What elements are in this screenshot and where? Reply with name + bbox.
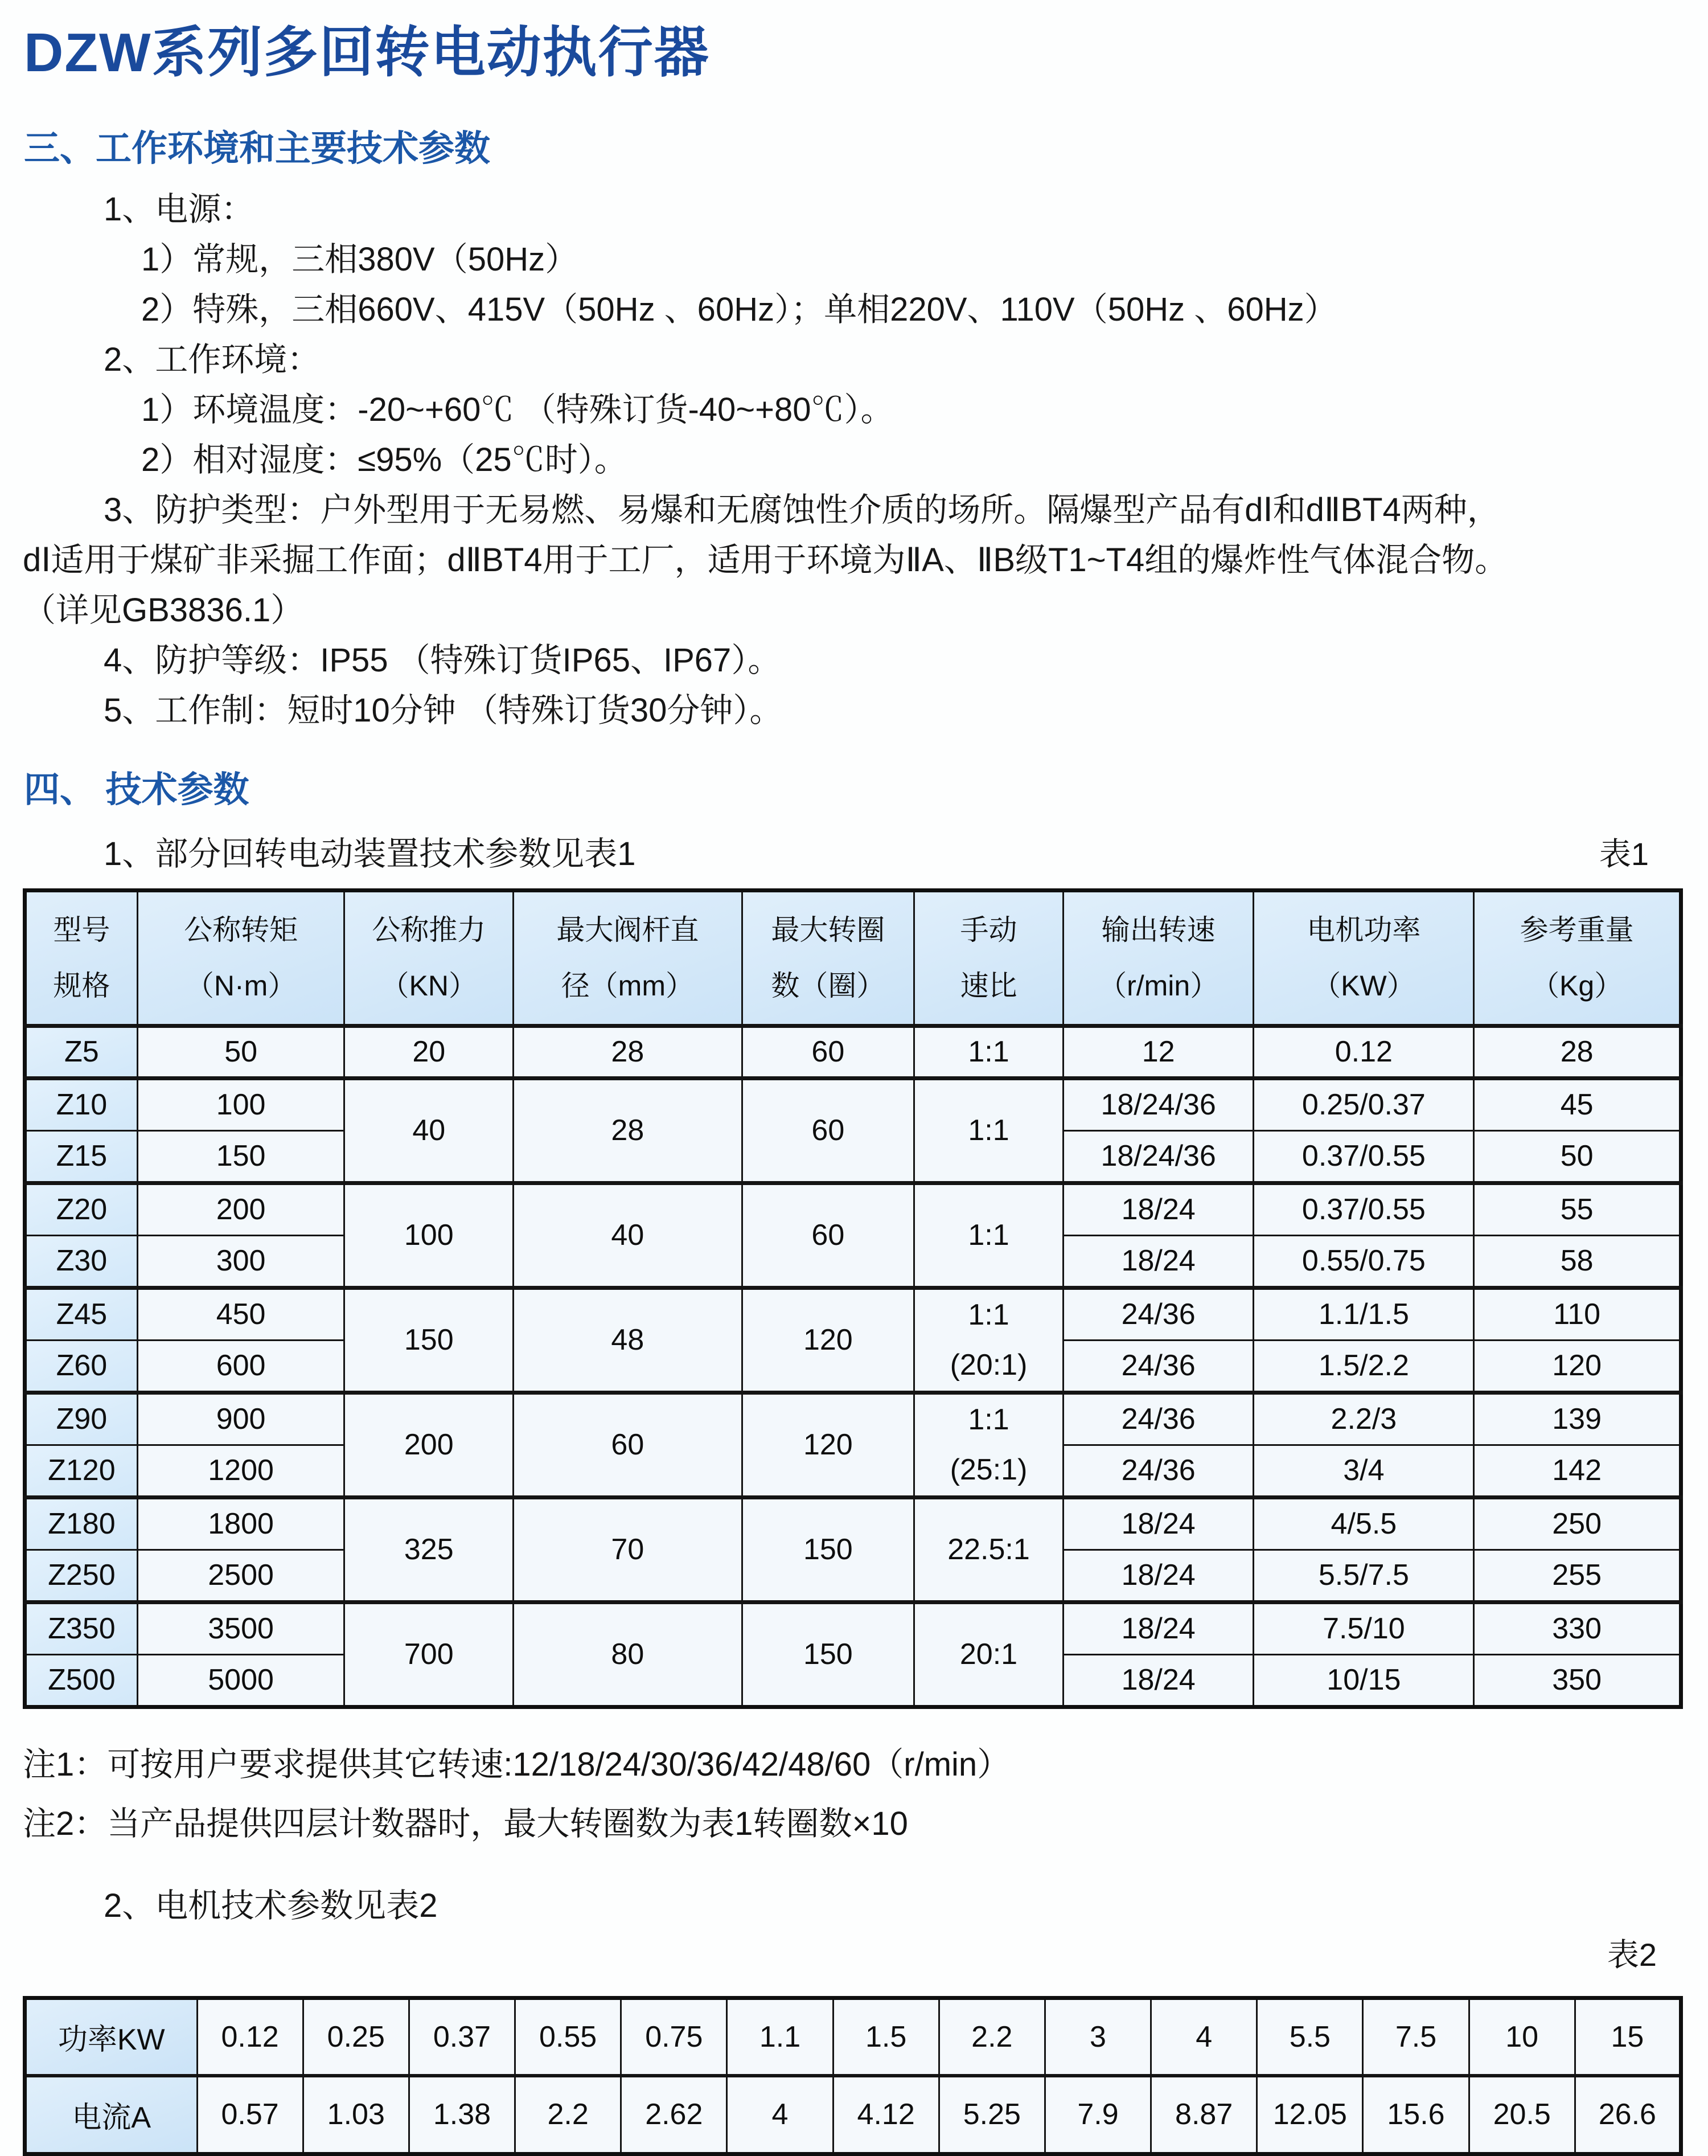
data-cell: 120 bbox=[742, 1288, 914, 1392]
data-cell: 100 bbox=[344, 1183, 514, 1288]
row-header-cell: Z250 bbox=[25, 1550, 138, 1602]
data-cell: 50 bbox=[137, 1026, 344, 1078]
data-cell: 0.37/0.55 bbox=[1254, 1183, 1474, 1235]
table1-technical-parameters bbox=[23, 888, 1683, 1709]
data-cell: 45 bbox=[1474, 1078, 1681, 1130]
body-line: 1）常规，三相380V（50Hz） bbox=[141, 240, 578, 278]
data-cell: 28 bbox=[514, 1078, 742, 1183]
data-cell: 24/36 bbox=[1063, 1340, 1254, 1392]
data-cell: 110 bbox=[1474, 1288, 1681, 1340]
table2-caption: 2、电机技术参数见表2 bbox=[104, 1887, 438, 1924]
data-cell: 100 bbox=[137, 1078, 344, 1130]
data-cell: 1:1 bbox=[914, 1078, 1064, 1183]
data-cell: 22.5:1 bbox=[914, 1497, 1064, 1602]
data-cell: 0.12 bbox=[197, 1998, 303, 2076]
data-cell: 12.05 bbox=[1257, 2076, 1363, 2154]
data-cell: 70 bbox=[514, 1497, 742, 1602]
table1-caption: 1、部分回转电动装置技术参数见表1 bbox=[104, 835, 636, 872]
data-cell: 18/24/36 bbox=[1063, 1130, 1254, 1183]
note-1: 注1：可按用户要求提供其它转速:12/18/24/30/36/42/48/60（r/min） bbox=[23, 1745, 1011, 1783]
row-header-cell: Z180 bbox=[25, 1497, 138, 1550]
data-cell: 5.5/7.5 bbox=[1254, 1550, 1474, 1602]
table-row bbox=[25, 1998, 1681, 2076]
data-cell: 55 bbox=[1474, 1183, 1681, 1235]
table-row bbox=[25, 1288, 1681, 1340]
data-cell: 2.62 bbox=[621, 2076, 727, 2154]
data-cell: 24/36 bbox=[1063, 1445, 1254, 1497]
data-cell: 1.5/2.2 bbox=[1254, 1340, 1474, 1392]
data-cell: 5.5 bbox=[1257, 1998, 1363, 2076]
data-cell: 7.9 bbox=[1045, 2076, 1151, 2154]
data-cell: 60 bbox=[514, 1392, 742, 1497]
data-cell: 3 bbox=[1045, 1998, 1151, 2076]
data-cell: 150 bbox=[742, 1497, 914, 1602]
data-cell: 28 bbox=[1474, 1026, 1681, 1078]
section4-heading: 四、 技术参数 bbox=[24, 769, 249, 810]
section3-body bbox=[23, 185, 1683, 736]
data-cell: 2.2 bbox=[515, 2076, 621, 2154]
data-cell: 2.2 bbox=[939, 1998, 1045, 2076]
data-cell: 700 bbox=[344, 1602, 514, 1707]
body-line: 2）相对湿度：≤95%（25℃时）。 bbox=[141, 441, 627, 478]
table-row bbox=[25, 1602, 1681, 1654]
data-cell: 3500 bbox=[137, 1602, 344, 1654]
data-cell: 15 bbox=[1575, 1998, 1681, 2076]
data-cell: 18/24 bbox=[1063, 1183, 1254, 1235]
data-cell: 10 bbox=[1469, 1998, 1575, 2076]
data-cell: 0.37/0.55 bbox=[1254, 1130, 1474, 1183]
table-row bbox=[25, 1497, 1681, 1550]
table1-notes bbox=[23, 1735, 1683, 1854]
data-cell: 4 bbox=[727, 2076, 833, 2154]
row-header-cell: Z10 bbox=[25, 1078, 138, 1130]
data-cell: 48 bbox=[514, 1288, 742, 1392]
data-cell: 450 bbox=[137, 1288, 344, 1340]
table1-header-row bbox=[25, 890, 1681, 1026]
section3-heading: 三、工作环境和主要技术参数 bbox=[24, 129, 490, 169]
data-cell: 1:1 (20:1) bbox=[914, 1288, 1064, 1392]
data-cell: 18/24 bbox=[1063, 1235, 1254, 1288]
data-cell: 20:1 bbox=[914, 1602, 1064, 1707]
data-cell: 1:1 bbox=[914, 1183, 1064, 1288]
body-line: dⅠ适用于煤矿非采掘工作面；dⅡBT4用于工厂，适用于环境为ⅡA、ⅡB级T1~T4组的爆炸性气体混合物。 bbox=[23, 541, 1508, 579]
table2-motor-parameters bbox=[23, 1996, 1683, 2156]
body-line: （详见GB3836.1） bbox=[23, 591, 304, 629]
data-cell: 12 bbox=[1063, 1026, 1254, 1078]
data-cell: 8.87 bbox=[1151, 2076, 1257, 2154]
row-header-cell: Z20 bbox=[25, 1183, 138, 1235]
table-row bbox=[25, 2076, 1681, 2154]
data-cell: 18/24 bbox=[1063, 1497, 1254, 1550]
data-cell: 1.38 bbox=[409, 2076, 515, 2154]
page-title: DZW系列多回转电动执行器 bbox=[24, 22, 710, 83]
data-cell: 600 bbox=[137, 1340, 344, 1392]
table1-label: 表1 bbox=[1599, 835, 1649, 872]
data-cell: 0.25/0.37 bbox=[1254, 1078, 1474, 1130]
data-cell: 0.57 bbox=[197, 2076, 303, 2154]
table2-label: 表2 bbox=[1607, 1936, 1657, 1973]
body-line: 1）环境温度：-20~+60℃ （特殊订货-40~+80℃）。 bbox=[141, 391, 894, 428]
data-cell: 139 bbox=[1474, 1392, 1681, 1445]
data-cell: 1.5 bbox=[833, 1998, 939, 2076]
column-header-cell: 公称转矩 （N·m） bbox=[137, 890, 344, 1026]
row-header-cell: Z30 bbox=[25, 1235, 138, 1288]
data-cell: 28 bbox=[514, 1026, 742, 1078]
data-cell: 20.5 bbox=[1469, 2076, 1575, 2154]
data-cell: 325 bbox=[344, 1497, 514, 1602]
data-cell: 15.6 bbox=[1363, 2076, 1469, 2154]
body-line: 5、工作制：短时10分钟 （特殊订货30分钟）。 bbox=[104, 691, 783, 729]
row-header-cell: 电流A bbox=[25, 2076, 198, 2154]
row-header-cell: Z5 bbox=[25, 1026, 138, 1078]
row-header-cell: Z120 bbox=[25, 1445, 138, 1497]
data-cell: 60 bbox=[742, 1078, 914, 1183]
data-cell: 142 bbox=[1474, 1445, 1681, 1497]
body-line: 4、防护等级：IP55 （特殊订货IP65、IP67）。 bbox=[104, 641, 781, 679]
row-header-cell: Z45 bbox=[25, 1288, 138, 1340]
note-2: 注2：当产品提供四层计数器时，最大转圈数为表1转圈数×10 bbox=[23, 1805, 908, 1842]
data-cell: 0.12 bbox=[1254, 1026, 1474, 1078]
column-header-cell: 公称推力 （KN） bbox=[344, 890, 514, 1026]
body-line: 3、防护类型：户外型用于无易燃、易爆和无腐蚀性介质的场所。隔爆型产品有dⅠ和dⅡBT4两种， bbox=[104, 491, 1500, 528]
table1-caption-row bbox=[23, 827, 1683, 875]
column-header-cell: 手动 速比 bbox=[914, 890, 1064, 1026]
data-cell: 60 bbox=[742, 1026, 914, 1078]
data-cell: 18/24 bbox=[1063, 1654, 1254, 1707]
data-cell: 40 bbox=[514, 1183, 742, 1288]
data-cell: 1:1 bbox=[914, 1026, 1064, 1078]
row-header-cell: 功率KW bbox=[25, 1998, 198, 2076]
data-cell: 20 bbox=[344, 1026, 514, 1078]
data-cell: 24/36 bbox=[1063, 1392, 1254, 1445]
data-cell: 4 bbox=[1151, 1998, 1257, 2076]
data-cell: 250 bbox=[1474, 1497, 1681, 1550]
column-header-cell: 型号 规格 bbox=[25, 890, 138, 1026]
data-cell: 200 bbox=[137, 1183, 344, 1235]
column-header-cell: 最大阀杆直 径（mm） bbox=[514, 890, 742, 1026]
body-line: 1、电源： bbox=[104, 190, 254, 228]
data-cell: 2.2/3 bbox=[1254, 1392, 1474, 1445]
data-cell: 40 bbox=[344, 1078, 514, 1183]
data-cell: 18/24 bbox=[1063, 1602, 1254, 1654]
data-cell: 150 bbox=[742, 1602, 914, 1707]
data-cell: 18/24/36 bbox=[1063, 1078, 1254, 1130]
column-header-cell: 电机功率 （KW） bbox=[1254, 890, 1474, 1026]
body-line: 2、工作环境： bbox=[104, 341, 321, 378]
data-cell: 300 bbox=[137, 1235, 344, 1288]
data-cell: 200 bbox=[344, 1392, 514, 1497]
data-cell: 150 bbox=[344, 1288, 514, 1392]
data-cell: 80 bbox=[514, 1602, 742, 1707]
data-cell: 60 bbox=[742, 1183, 914, 1288]
data-cell: 24/36 bbox=[1063, 1288, 1254, 1340]
data-cell: 350 bbox=[1474, 1654, 1681, 1707]
data-cell: 2500 bbox=[137, 1550, 344, 1602]
data-cell: 5000 bbox=[137, 1654, 344, 1707]
column-header-cell: 参考重量 （Kg） bbox=[1474, 890, 1681, 1026]
body-line: 2）特殊，三相660V、415V（50Hz 、60Hz）；单相220V、110V（50Hz 、60Hz） bbox=[141, 290, 1337, 328]
data-cell: 0.25 bbox=[303, 1998, 409, 2076]
data-cell: 58 bbox=[1474, 1235, 1681, 1288]
row-header-cell: Z90 bbox=[25, 1392, 138, 1445]
data-cell: 330 bbox=[1474, 1602, 1681, 1654]
column-header-cell: 输出转速 （r/min） bbox=[1063, 890, 1254, 1026]
data-cell: 10/15 bbox=[1254, 1654, 1474, 1707]
data-cell: 50 bbox=[1474, 1130, 1681, 1183]
data-cell: 0.55/0.75 bbox=[1254, 1235, 1474, 1288]
data-cell: 255 bbox=[1474, 1550, 1681, 1602]
data-cell: 1:1 (25:1) bbox=[914, 1392, 1064, 1497]
table-row bbox=[25, 1026, 1681, 1078]
data-cell: 18/24 bbox=[1063, 1550, 1254, 1602]
row-header-cell: Z350 bbox=[25, 1602, 138, 1654]
row-header-cell: Z500 bbox=[25, 1654, 138, 1707]
data-cell: 3/4 bbox=[1254, 1445, 1474, 1497]
table-row bbox=[25, 1078, 1681, 1130]
data-cell: 1200 bbox=[137, 1445, 344, 1497]
data-cell: 120 bbox=[742, 1392, 914, 1497]
data-cell: 7.5/10 bbox=[1254, 1602, 1474, 1654]
column-header-cell: 最大转圈 数（圈） bbox=[742, 890, 914, 1026]
data-cell: 1.1/1.5 bbox=[1254, 1288, 1474, 1340]
data-cell: 7.5 bbox=[1363, 1998, 1469, 2076]
data-cell: 1.1 bbox=[727, 1998, 833, 2076]
data-cell: 1800 bbox=[137, 1497, 344, 1550]
data-cell: 0.55 bbox=[515, 1998, 621, 2076]
data-cell: 26.6 bbox=[1575, 2076, 1681, 2154]
data-cell: 900 bbox=[137, 1392, 344, 1445]
row-header-cell: Z15 bbox=[25, 1130, 138, 1183]
data-cell: 0.75 bbox=[621, 1998, 727, 2076]
row-header-cell: Z60 bbox=[25, 1340, 138, 1392]
data-cell: 1.03 bbox=[303, 2076, 409, 2154]
data-cell: 5.25 bbox=[939, 2076, 1045, 2154]
data-cell: 4.12 bbox=[833, 2076, 939, 2154]
data-cell: 150 bbox=[137, 1130, 344, 1183]
data-cell: 4/5.5 bbox=[1254, 1497, 1474, 1550]
table-row bbox=[25, 1392, 1681, 1445]
table-row bbox=[25, 1183, 1681, 1235]
data-cell: 0.37 bbox=[409, 1998, 515, 2076]
data-cell: 120 bbox=[1474, 1340, 1681, 1392]
